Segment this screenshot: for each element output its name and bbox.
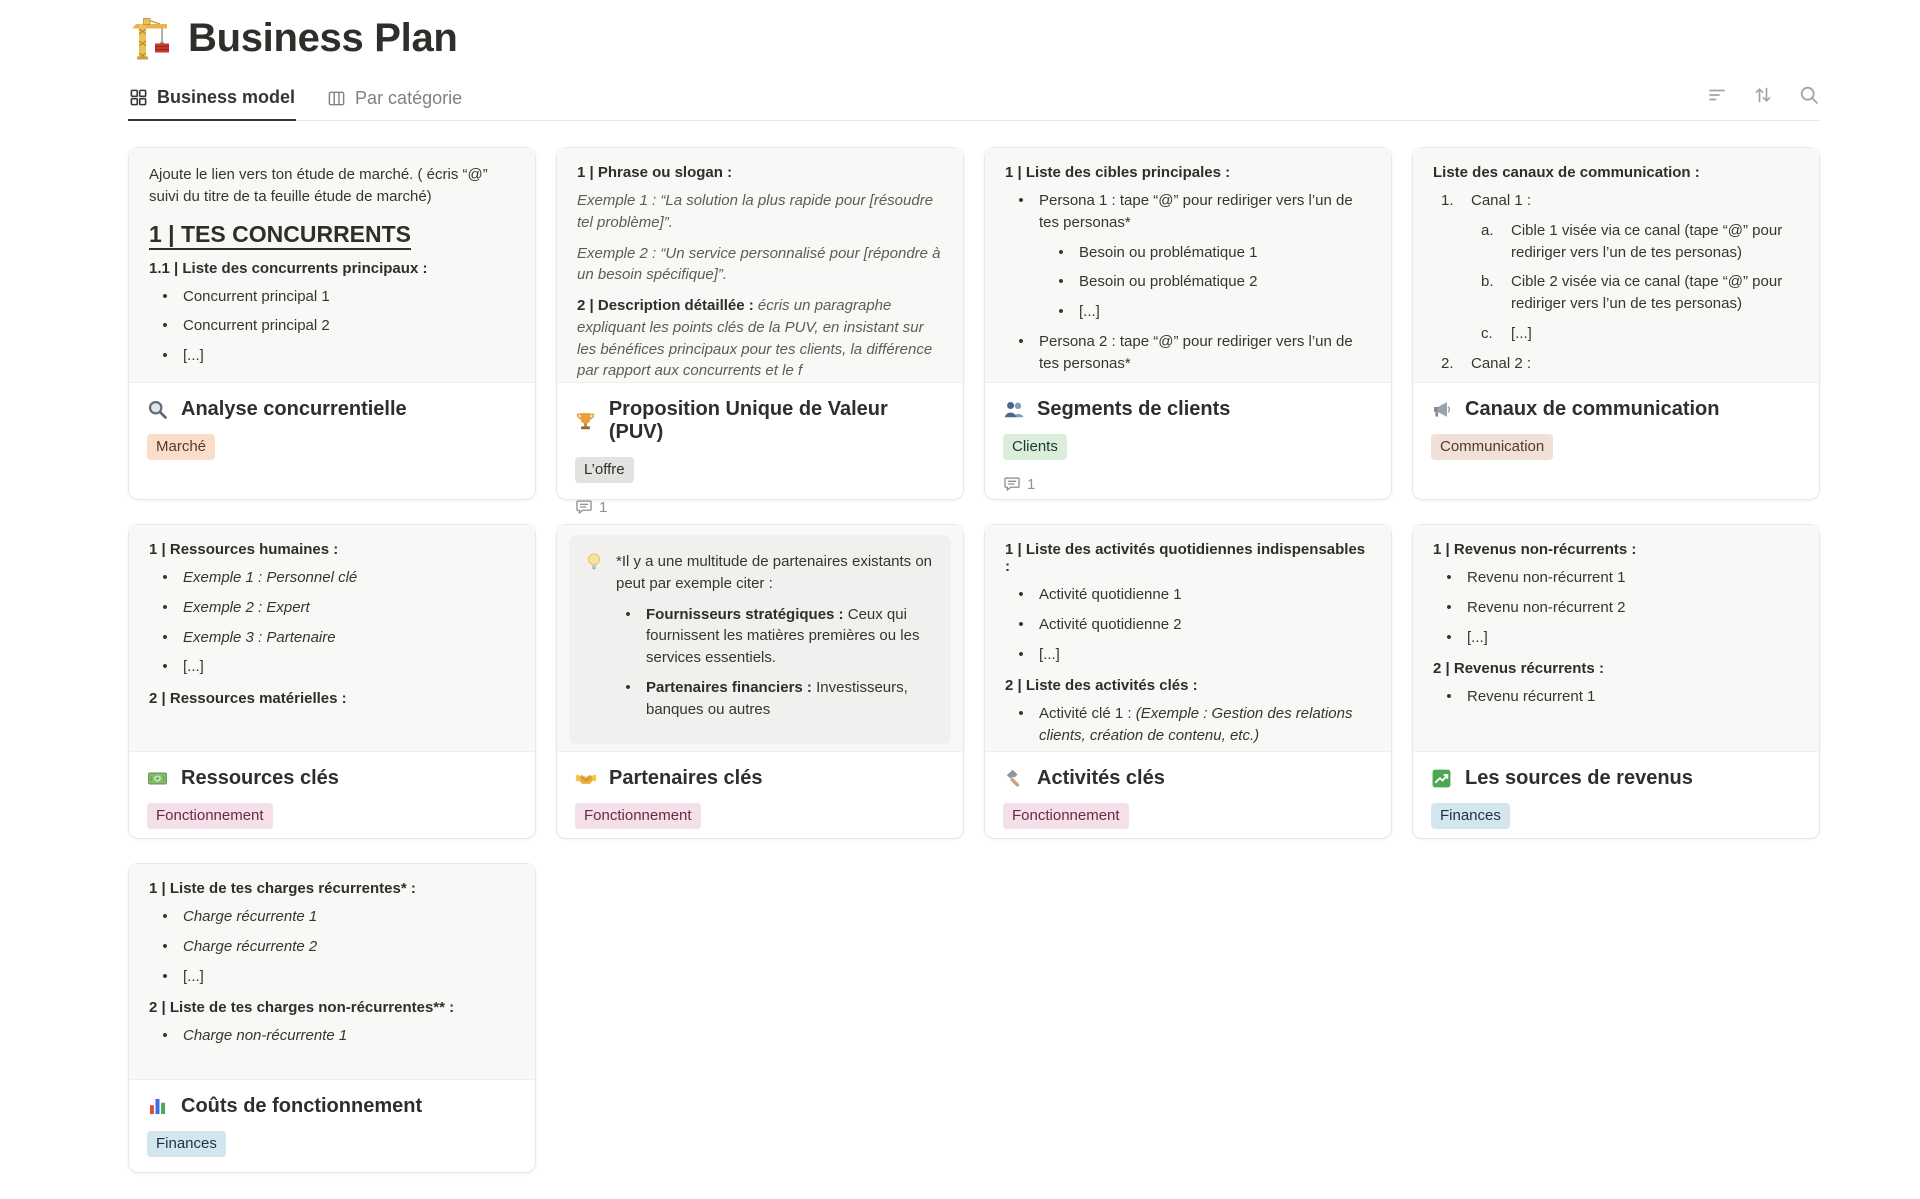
paragraph-text: Exemple 1 : “La solution la plus rapide pour [résoudre tel problème]”.: [577, 192, 934, 231]
preview-list-item: [1433, 597, 1799, 619]
number-marker: a.: [1481, 221, 1494, 239]
list-item-text: [183, 315, 330, 337]
number-marker: 1.: [1441, 192, 1454, 209]
list-item-text: [1039, 703, 1371, 747]
bullet-marker: •: [1446, 598, 1452, 616]
card-title: [147, 1095, 422, 1118]
card-couts-fonctionnement[interactable]: [128, 863, 536, 1173]
bullet-marker: •: [162, 1027, 168, 1045]
card-footer: [1413, 752, 1819, 842]
comment-count-value: 1: [599, 498, 608, 516]
list-item-body: Exemple 1 : Personnel clé: [183, 569, 358, 586]
preview-list-item: [1005, 584, 1371, 606]
list-item-text: [1467, 627, 1488, 649]
preview-subheading: Liste des canaux de communication :: [1433, 164, 1700, 181]
list-item-lead: Fournisseurs stratégiques :: [646, 605, 844, 623]
bullet-marker: •: [1018, 192, 1024, 209]
preview-list-item: [149, 286, 515, 308]
number-marker: b.: [1481, 273, 1494, 291]
view-tabs: [128, 78, 463, 120]
bullet-marker: •: [1446, 688, 1452, 706]
bar-chart-icon: [147, 1096, 169, 1117]
preview-list-item: [1005, 703, 1371, 747]
preview-paragraph: [577, 243, 943, 287]
card-canaux-communication[interactable]: [1412, 147, 1820, 500]
trophy-icon: [575, 411, 597, 432]
preview-list-item: [1433, 323, 1799, 345]
list-item-text: [1039, 584, 1182, 606]
comment-icon: [1003, 475, 1021, 493]
callout-body: [616, 551, 937, 728]
card-title-text: Partenaires clés: [609, 767, 763, 789]
list-item-text: [1039, 331, 1371, 375]
preview-list-item: [1433, 353, 1799, 375]
card-activites-cles[interactable]: [984, 524, 1392, 839]
number-marker: 2.: [1441, 354, 1454, 372]
card-ressources-cles[interactable]: [128, 524, 536, 839]
card-preview: [129, 148, 535, 383]
list-item-lead: Partenaires financiers :: [646, 678, 812, 696]
handshake-icon: [575, 768, 597, 790]
crane-icon: [128, 14, 176, 62]
tab-business-model[interactable]: [128, 78, 296, 121]
paragraph-lead: 2 | Description détaillée :: [577, 297, 758, 314]
comment-count: [1003, 475, 1035, 493]
list-item-body: Besoin ou problématique 2: [1079, 273, 1258, 291]
card-title: [1003, 767, 1165, 790]
list-item-text: [1079, 301, 1100, 323]
card-title: [575, 398, 945, 444]
list-item-text: [1511, 323, 1532, 345]
category-tag: Finances: [1431, 803, 1510, 829]
tab-par-categorie[interactable]: [326, 79, 463, 120]
list-item-text: [646, 677, 937, 721]
list-item-text: [1039, 614, 1182, 636]
list-item-body: Charge non-récurrente 1: [183, 1027, 348, 1045]
bullet-marker: •: [162, 569, 168, 586]
list-item-body: Cible 2 visée via ce canal (tape “@” pour rediriger vers l’un de tes personas): [1511, 273, 1783, 312]
card-preview: [129, 864, 535, 1080]
card-title-text: Ressources clés: [181, 767, 339, 789]
preview-list-item: [149, 656, 515, 678]
list-item-text: [183, 936, 317, 958]
preview-subheading: 1 | Ressources humaines :: [149, 541, 339, 558]
list-item-body: Persona 2 : tape “@” pour rediriger vers l’un de tes personas*: [1039, 332, 1353, 372]
list-item-body: Revenu récurrent 1: [1467, 688, 1596, 706]
bullet-marker: •: [1058, 303, 1064, 320]
card-partenaires-cles[interactable]: [556, 524, 964, 839]
preview-list-item: [1005, 190, 1371, 234]
preview-list-item: [1433, 627, 1799, 649]
list-item-body: Canal 2 :: [1471, 354, 1532, 372]
category-tag: Fonctionnement: [575, 803, 701, 829]
bulb-icon: [583, 551, 605, 573]
tab-label: Business model: [157, 87, 296, 107]
preview-list-item: [1433, 686, 1799, 708]
list-item-body: Besoin ou problématique 1: [1079, 243, 1258, 261]
preview-heading-text: 1 | TES CONCURRENTS: [149, 221, 411, 250]
preview-list-item: [1433, 271, 1799, 315]
card-footer: [557, 383, 963, 529]
list-item-body: Ceux qui fournissent les matières premières ou les services essentiels.: [646, 605, 920, 666]
list-item-text: [1039, 190, 1371, 234]
megaphone-icon: [1431, 399, 1453, 420]
preview-subheading: 1 | Liste de tes charges récurrentes* :: [149, 880, 416, 897]
list-item-text: [183, 966, 204, 988]
card-puv[interactable]: [556, 147, 964, 516]
bullet-marker: •: [1446, 628, 1452, 646]
gallery-grid: [128, 147, 1820, 1173]
bullet-marker: •: [162, 658, 168, 676]
card-footer: [129, 383, 535, 499]
bullet-marker: •: [625, 605, 631, 623]
tab-label: Par catégorie: [355, 88, 463, 108]
list-item-text: [1467, 597, 1625, 619]
category-tag: L’offre: [575, 457, 634, 483]
preview-list-item: [149, 597, 515, 619]
list-item-text: [183, 1025, 347, 1047]
preview-list-item: [149, 345, 515, 367]
card-preview: [1413, 525, 1819, 752]
preview-subheading: 1.1 | Liste des concurrents principaux :: [149, 259, 428, 277]
card-title-text: Analyse concurrentielle: [181, 398, 407, 420]
preview-list-item: [616, 677, 937, 721]
number-marker: c.: [1481, 324, 1493, 342]
list-item-text: [1467, 567, 1625, 589]
list-item-body: Exemple 2 : Expert: [183, 598, 310, 616]
preview-list-item: [1433, 190, 1799, 212]
bullet-marker: •: [162, 347, 168, 364]
view-tabbar: [128, 78, 1820, 121]
list-item-text: [1511, 220, 1799, 264]
list-item-text: [183, 567, 357, 589]
card-footer: [129, 1080, 535, 1172]
list-item-body: Investisseurs, banques ou autres: [646, 678, 908, 718]
list-item-text: [183, 597, 310, 619]
preview-subheading: 2 | Revenus récurrents :: [1433, 660, 1604, 678]
preview-subheading: 2 | Ressources matérielles :: [149, 690, 347, 707]
preview-list-item: [1005, 614, 1371, 636]
banknote-icon: [147, 768, 169, 789]
preview-list-item: [1005, 301, 1371, 323]
list-item-text: [646, 604, 937, 669]
preview-paragraph: [616, 551, 937, 595]
list-item-body: Concurrent principal 2: [183, 317, 330, 335]
card-title-text: Activités clés: [1037, 767, 1165, 789]
list-item-body: Exemple 3 : Partenaire: [183, 628, 336, 646]
list-item-body: [...]: [183, 967, 204, 985]
card-preview: [985, 525, 1391, 752]
view-toolbar: [1706, 84, 1820, 114]
preview-paragraph: [577, 190, 943, 234]
card-title-text: Les sources de revenus: [1465, 767, 1693, 789]
preview-list-item: [149, 966, 515, 988]
category-tag: Communication: [1431, 434, 1553, 460]
preview-list-item: [149, 936, 515, 958]
list-item-body: Canal 1 :: [1471, 192, 1532, 209]
paragraph-text: Ajoute le lien vers ton étude de marché. ( écris “@” suivi du titre de ta feuille étude de marché): [149, 166, 488, 205]
list-item-body: [...]: [1039, 645, 1060, 663]
bullet-marker: •: [1018, 586, 1024, 603]
bullet-marker: •: [162, 908, 168, 925]
bullet-marker: •: [162, 967, 168, 985]
card-preview: [1413, 148, 1819, 383]
card-footer: [1413, 383, 1819, 499]
list-item-body: [...]: [1511, 324, 1532, 342]
list-item-body: [...]: [183, 658, 204, 676]
list-item-text: [183, 345, 204, 367]
card-title-text: Proposition Unique de Valeur (PUV): [608, 398, 888, 443]
bullet-marker: •: [1018, 645, 1024, 663]
bullet-marker: •: [162, 937, 168, 955]
comment-count: [575, 498, 607, 516]
bullet-marker: •: [162, 317, 168, 335]
list-item-body: Persona 1 : tape “@” pour rediriger vers l’un de tes personas*: [1039, 192, 1353, 231]
card-title-text: Coûts de fonctionnement: [181, 1095, 423, 1117]
filter-icon[interactable]: [1706, 84, 1728, 106]
list-item-text: [1467, 686, 1595, 708]
bullet-marker: •: [162, 598, 168, 616]
preview-list-item: [149, 627, 515, 649]
list-item-text: [183, 906, 317, 928]
bullet-marker: •: [1446, 569, 1452, 586]
comment-icon: [575, 498, 593, 516]
card-preview: [985, 148, 1391, 383]
list-item-text: [183, 656, 204, 678]
preview-list-item: [1005, 271, 1371, 293]
page-header: [0, 0, 1920, 121]
list-item-body: Activité quotidienne 1: [1039, 586, 1182, 603]
card-title-text: Segments de clients: [1037, 398, 1231, 420]
preview-paragraph: [577, 295, 943, 382]
card-title: [1003, 398, 1230, 421]
list-item-text: [1079, 242, 1257, 264]
list-item-body: Concurrent principal 1: [183, 287, 330, 305]
preview-list-item: [1433, 220, 1799, 264]
category-tag: Finances: [147, 1131, 226, 1157]
bullet-marker: •: [162, 287, 168, 305]
bullet-marker: •: [1058, 243, 1064, 261]
list-item-em: (Exemple : Gestion des relations clients, création de contenu, etc.): [1039, 705, 1353, 744]
preview-list-item: [149, 567, 515, 589]
sort-icon[interactable]: [1752, 84, 1774, 106]
card-analyse-concurrentielle[interactable]: [128, 147, 536, 500]
magnifier-icon: [147, 399, 169, 420]
list-item-text: [183, 286, 330, 308]
category-tag: Fonctionnement: [1003, 803, 1129, 829]
gallery-view-icon: [129, 88, 148, 107]
preview-list-item: [149, 1025, 515, 1047]
page-title: Business Plan: [188, 15, 458, 60]
callout: [569, 535, 951, 744]
card-title: [147, 767, 339, 790]
bullet-marker: •: [1018, 705, 1024, 723]
bullet-marker: •: [625, 678, 631, 696]
preview-subheading: 1 | Phrase ou slogan :: [577, 164, 733, 181]
card-title: [1431, 398, 1720, 421]
card-footer: [985, 383, 1391, 506]
list-item-body: Charge récurrente 1: [183, 908, 318, 925]
card-footer: [985, 752, 1391, 842]
preview-heading: [149, 221, 515, 248]
card-footer: [557, 752, 963, 842]
preview-list-item: [616, 604, 937, 669]
list-item-text: [1039, 644, 1060, 666]
comment-count-value: 1: [1027, 475, 1036, 493]
hammer-icon: [1003, 768, 1025, 789]
list-item-body: Activité quotidienne 2: [1039, 615, 1182, 633]
card-title: [575, 767, 762, 790]
paragraph-text: Exemple 2 : “Un service personnalisé pour [répondre à un besoin spécifique]”.: [577, 244, 941, 284]
preview-subheading: 2 | Liste de tes charges non-récurrentes** :: [149, 999, 455, 1017]
list-item-text: [1511, 271, 1799, 315]
preview-list-item: [1005, 644, 1371, 666]
bullet-marker: •: [1018, 615, 1024, 633]
bullet-marker: •: [162, 628, 168, 646]
bullet-marker: •: [1058, 273, 1064, 291]
paragraph-text: écris un paragraphe expliquant les points clés de la PUV, en insistant sur les bénéfices principaux pour tes clients, la différence par rapport aux concurrents et le f: [577, 297, 933, 380]
bullet-marker: •: [1018, 332, 1024, 350]
board-view-icon: [327, 89, 346, 108]
list-item-body: Cible 1 visée via ce canal (tape “@” pour rediriger vers l’un de tes personas): [1511, 221, 1783, 261]
list-item-body: Activité clé 1 :: [1039, 705, 1136, 723]
preview-subheading: 1 | Liste des cibles principales :: [1005, 164, 1231, 181]
category-tag: Fonctionnement: [147, 803, 273, 829]
list-item-body: Revenu non-récurrent 1: [1467, 569, 1626, 586]
preview-list-item: [149, 315, 515, 337]
card-segments-clients[interactable]: [984, 147, 1392, 500]
preview-list-item: [1005, 242, 1371, 264]
preview-list-item: [1005, 331, 1371, 375]
card-title: [1431, 767, 1693, 790]
preview-subheading: 1 | Liste des activités quotidiennes indispensables :: [1005, 541, 1366, 575]
preview-subheading: 1 | Revenus non-récurrents :: [1433, 541, 1637, 558]
card-title-text: Canaux de communication: [1465, 398, 1720, 420]
list-item-body: [...]: [183, 347, 204, 364]
card-preview: [557, 525, 963, 752]
preview-list-item: [1433, 567, 1799, 589]
card-preview: [557, 148, 963, 383]
list-item-body: [...]: [1079, 303, 1100, 320]
card-preview: [129, 525, 535, 752]
preview-list-item: [149, 906, 515, 928]
category-tag: Clients: [1003, 434, 1067, 460]
paragraph-text: *Il y a une multitude de partenaires existants on peut par exemple citer :: [616, 553, 933, 592]
preview-paragraph: [149, 164, 515, 208]
list-item-text: [1079, 271, 1257, 293]
list-item-text: [1471, 353, 1531, 375]
card-footer: [129, 752, 535, 842]
card-title: [147, 398, 407, 421]
list-item-text: [183, 627, 336, 649]
list-item-body: Revenu non-récurrent 2: [1467, 598, 1626, 616]
list-item-text: [1471, 190, 1531, 212]
preview-subheading: 2 | Liste des activités clés :: [1005, 677, 1198, 695]
list-item-body: Charge récurrente 2: [183, 937, 318, 955]
chart-up-icon: [1431, 768, 1453, 789]
card-sources-revenus[interactable]: [1412, 524, 1820, 839]
search-icon[interactable]: [1798, 84, 1820, 106]
category-tag: Marché: [147, 434, 215, 460]
list-item-body: [...]: [1467, 628, 1488, 646]
people-icon: [1003, 399, 1025, 421]
page-title-row: [128, 14, 1820, 62]
